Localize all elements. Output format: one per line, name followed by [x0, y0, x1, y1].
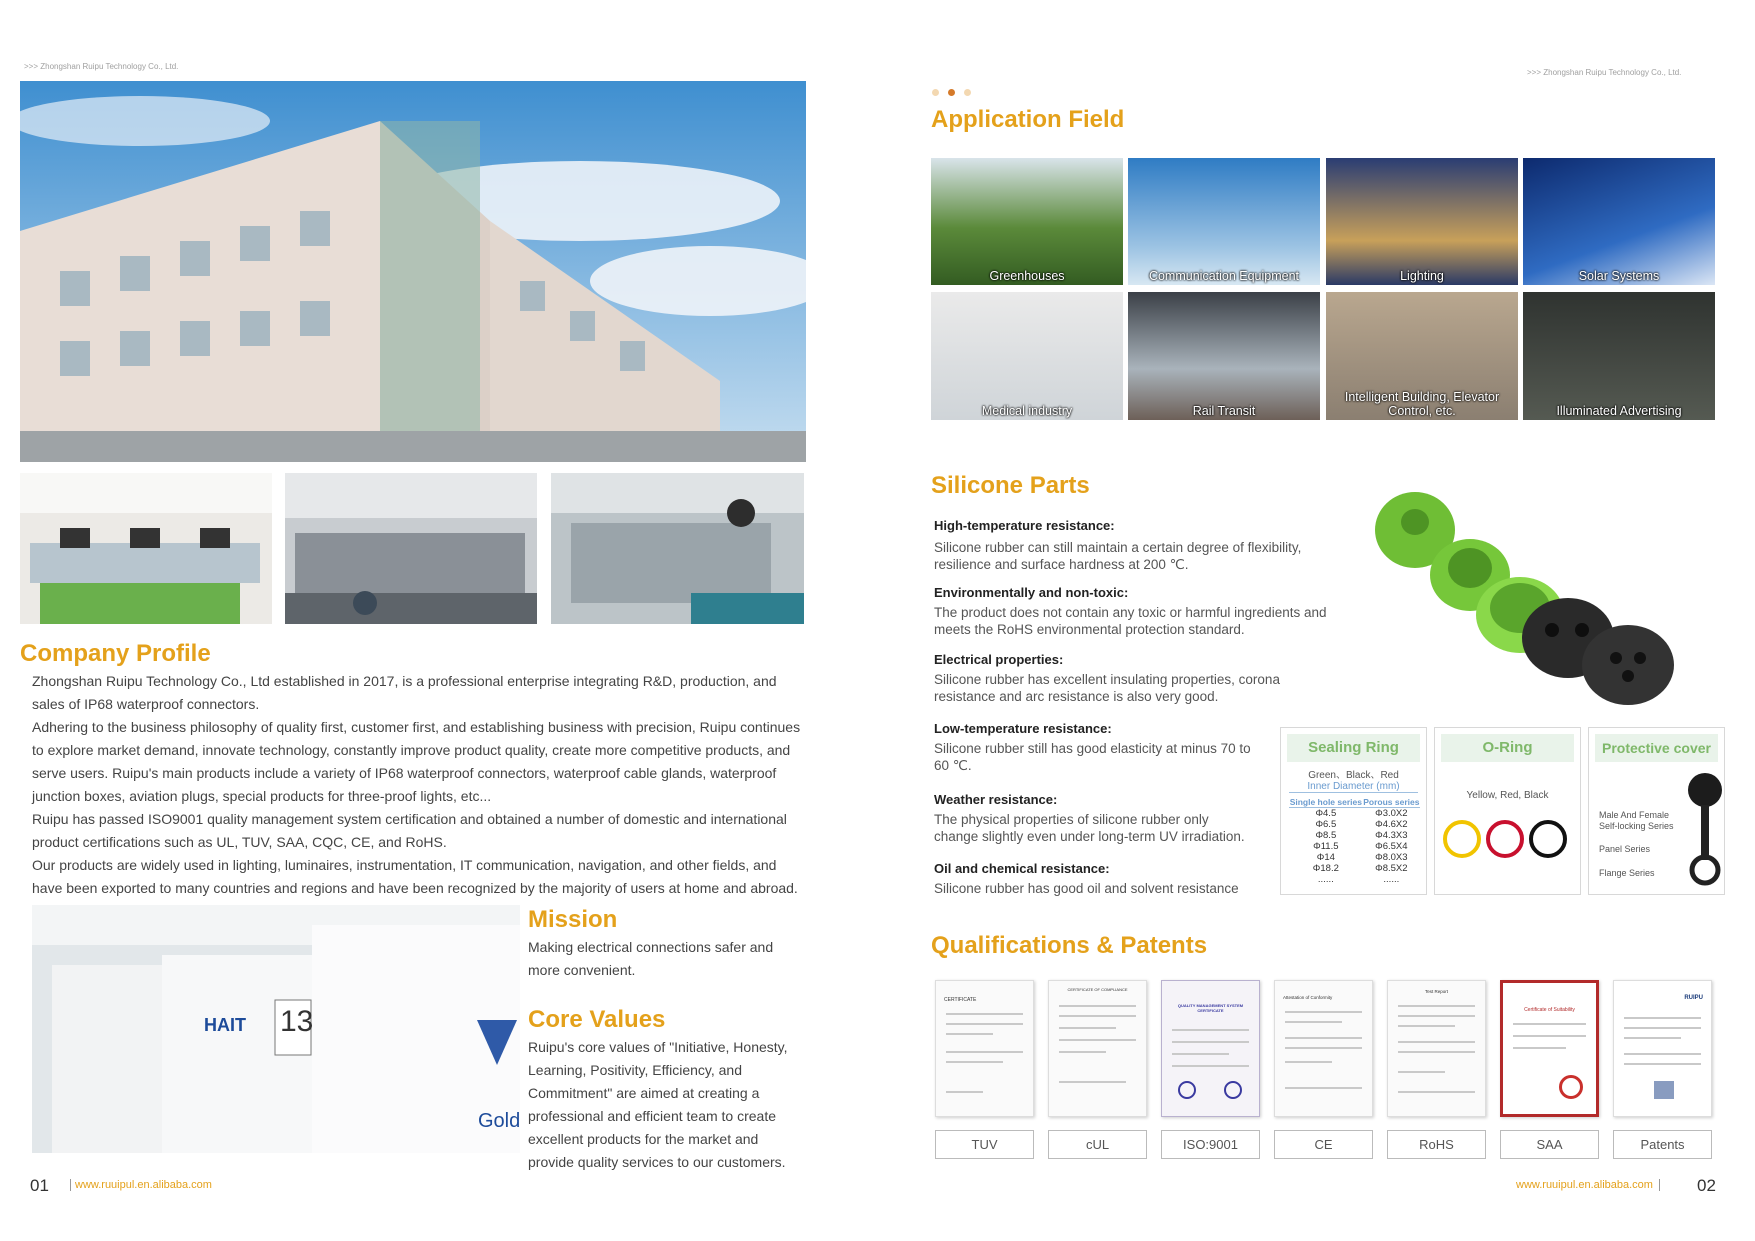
cert-label: TUV [935, 1130, 1034, 1159]
core-values-title: Core Values [528, 1006, 666, 1033]
application-tile [1326, 158, 1518, 285]
table-row [1289, 808, 1420, 820]
mission-title: Mission [528, 906, 618, 933]
company-profile-text [32, 670, 806, 900]
injection-machines-photo [32, 905, 520, 1153]
table-row [1289, 819, 1420, 830]
right-page-number: 02 [1697, 1176, 1716, 1195]
protective-cover-card [1588, 727, 1725, 895]
cert-label: CE [1274, 1130, 1373, 1159]
o-ring-card [1434, 727, 1581, 895]
machine-brand-label: HAIT [204, 1015, 246, 1035]
silicone-parts-title: Silicone Parts [931, 472, 1090, 499]
application-caption: Lighting [1400, 269, 1444, 283]
sealing-ring-table [1289, 797, 1420, 885]
cert-label: SAA [1500, 1130, 1599, 1159]
application-caption: Communication Equipment [1148, 269, 1300, 283]
machine-gold-label: Gold [478, 1110, 520, 1132]
cell: Φ18.2 [1312, 863, 1339, 874]
cert-doc-title: Attestation of Conformity [1283, 995, 1333, 1000]
application-caption: Medical industry [981, 404, 1073, 418]
assembly-line-photo [551, 473, 804, 624]
sealing-ring-card [1280, 727, 1427, 895]
cell: Φ8.0X3 [1375, 852, 1408, 863]
protective-cover-title: Protective cover [1595, 734, 1718, 762]
table-row [1289, 863, 1420, 874]
profile-paragraph: Ruipu has passed ISO9001 quality management system certification and obtained a number of domestic and international product certifications such as UL, TUV, SAA, CQC, CE, and RoHS. [32, 811, 787, 850]
inner-diameter-label: Inner Diameter (mm) [1289, 781, 1418, 793]
table-row [1289, 874, 1420, 885]
company-profile-title: Company Profile [20, 640, 211, 667]
left-page-number: 01 [30, 1176, 49, 1195]
machine-number: 13 [280, 1005, 314, 1038]
table-row [1289, 830, 1420, 841]
cell: Φ4.6X2 [1375, 819, 1408, 830]
application-tile [931, 292, 1123, 420]
cell: Φ6.5X4 [1375, 841, 1408, 852]
o-ring-colors: Yellow, Red, Black [1466, 790, 1549, 801]
left-footer-url[interactable]: www.ruuipul.en.alibaba.com [70, 1179, 212, 1191]
application-tile [1523, 158, 1715, 285]
certificate-tuv [935, 980, 1034, 1117]
cert-label: RoHS [1387, 1130, 1486, 1159]
application-tile [931, 158, 1123, 285]
right-footer-url[interactable]: www.ruuipul.en.alibaba.com [1516, 1179, 1660, 1191]
property-text: Silicone rubber can still maintain a certain degree of flexibility, resilience and surface hardness at 200 ℃. [934, 540, 1302, 572]
application-caption: Greenhouses [989, 269, 1065, 283]
cell: Φ3.0X2 [1375, 808, 1408, 819]
certificate-rohs [1387, 980, 1486, 1117]
cell: Φ11.5 [1313, 841, 1339, 852]
certificate-saa [1500, 980, 1599, 1117]
cert-doc-title: Test Report [1424, 989, 1448, 994]
cover-series-label: Panel Series [1599, 844, 1651, 854]
cell: Φ8.5X2 [1375, 863, 1408, 874]
property-text: Silicone rubber has excellent insulating properties, corona resistance and arc resistance is also very good. [934, 672, 1280, 704]
application-tile [1326, 292, 1518, 420]
cert-doc-title: CERTIFICATE [944, 997, 977, 1003]
application-caption: Solar Systems [1578, 269, 1660, 283]
property-text: Silicone rubber has good oil and solvent resistance [934, 881, 1239, 896]
cert-label: Patents [1613, 1130, 1712, 1159]
cert-label: ISO:9001 [1161, 1130, 1260, 1159]
application-tile [1128, 158, 1320, 285]
cell: Φ4.5 [1315, 808, 1337, 819]
cell: Φ8.5 [1315, 830, 1337, 841]
property-heading: High-temperature resistance: [934, 518, 1115, 533]
cell: ...... [1317, 874, 1334, 885]
o-ring-illustration [1435, 809, 1580, 869]
o-ring-title: O-Ring [1441, 734, 1574, 762]
property-heading: Electrical properties: [934, 652, 1064, 667]
certificate-cul [1048, 980, 1147, 1117]
qualifications-title: Qualifications & Patents [931, 932, 1208, 959]
cover-series-label: Male And Female Self-locking Series [1599, 810, 1674, 831]
sealing-ring-colors: Green、Black、Red [1308, 770, 1399, 781]
property-text: Silicone rubber still has good elasticity at minus 70 to 60 ℃. [934, 741, 1251, 773]
cell: Φ4.3X3 [1375, 830, 1408, 841]
application-caption: Illuminated Advertising [1556, 404, 1682, 418]
decorative-dots [932, 89, 972, 97]
cover-series-label: Flange Series [1599, 868, 1655, 878]
application-caption: Rail Transit [1192, 404, 1256, 418]
cert-doc-title: CERTIFICATE OF COMPLIANCE [1067, 987, 1128, 992]
workshop-photo [285, 473, 537, 624]
cert-doc-title: QUALITY MANAGEMENT SYSTEM CERTIFICATE [1177, 1003, 1244, 1013]
property-text: The product does not contain any toxic or harmful ingredients and meets the RoHS environmental protection standard. [934, 605, 1327, 637]
application-tile [1523, 292, 1715, 420]
property-text: The physical properties of silicone rubber only change slightly even under long-term UV irradiation. [934, 812, 1245, 844]
profile-paragraph: Zhongshan Ruipu Technology Co., Ltd established in 2017, is a professional enterprise integrating R&D, production, and sales of IP68 waterproof connectors. [32, 673, 777, 712]
profile-paragraph: Adhering to the business philosophy of quality first, customer first, and establishing business with precision, Ruipu continues to explore market demand, innovate technology, constantly improve product quality, create more competitive products, and serve users. Ruipu's main products include a variety of IP68 waterproof connectors, waterproof cable glands, waterproof junction boxes, aviation plugs, special products for three-proof lights, etc... [32, 719, 801, 804]
certificate-ce [1274, 980, 1373, 1117]
silicone-parts-illustration [1370, 490, 1680, 710]
property-heading: Weather resistance: [934, 792, 1058, 807]
cell: Φ6.5 [1315, 819, 1337, 830]
cell: ...... [1383, 874, 1400, 885]
protective-cover-illustration [1685, 770, 1725, 890]
core-values-text: Ruipu's core values of "Initiative, Honesty, Learning, Positivity, Efficiency, and Commitment" are aimed at creating a professional and efficient team to create excellent products for the market and provide quality services to our customers. [528, 1039, 788, 1170]
property-heading: Environmentally and non-toxic: [934, 585, 1129, 600]
cell: Φ14 [1316, 852, 1335, 863]
cert-doc-title: RUIPU [1684, 995, 1703, 1001]
cert-label: cUL [1048, 1130, 1147, 1159]
mission-text: Making electrical connections safer and more convenient. [528, 939, 774, 978]
column-header: Porous series [1363, 797, 1420, 807]
right-page-header: >>> Zhongshan Ruipu Technology Co., Ltd. [1527, 68, 1682, 77]
application-caption: Intelligent Building, Elevator Control, etc. [1344, 390, 1500, 418]
silicone-properties [934, 518, 1334, 897]
property-heading: Low-temperature resistance: [934, 721, 1112, 736]
table-row [1289, 841, 1420, 852]
table-row [1289, 852, 1420, 863]
building-photo [20, 81, 806, 462]
application-tile [1128, 292, 1320, 420]
profile-paragraph: Our products are widely used in lighting, luminaires, instrumentation, IT communication, navigation, and other fields, and have been exported to many countries and regions and have been recognized by the majority of users at home and abroad. [32, 857, 798, 896]
sealing-ring-title: Sealing Ring [1287, 734, 1420, 762]
left-page-header: >>> Zhongshan Ruipu Technology Co., Ltd. [24, 62, 179, 71]
property-heading: Oil and chemical resistance: [934, 861, 1110, 876]
cert-doc-title: Certificate of Suitability [1524, 1007, 1575, 1013]
certificate-iso9001 [1161, 980, 1260, 1117]
certificate-patents [1613, 980, 1712, 1117]
application-field-title: Application Field [931, 106, 1125, 133]
office-photo [20, 473, 272, 624]
column-header: Single hole series [1289, 797, 1362, 807]
